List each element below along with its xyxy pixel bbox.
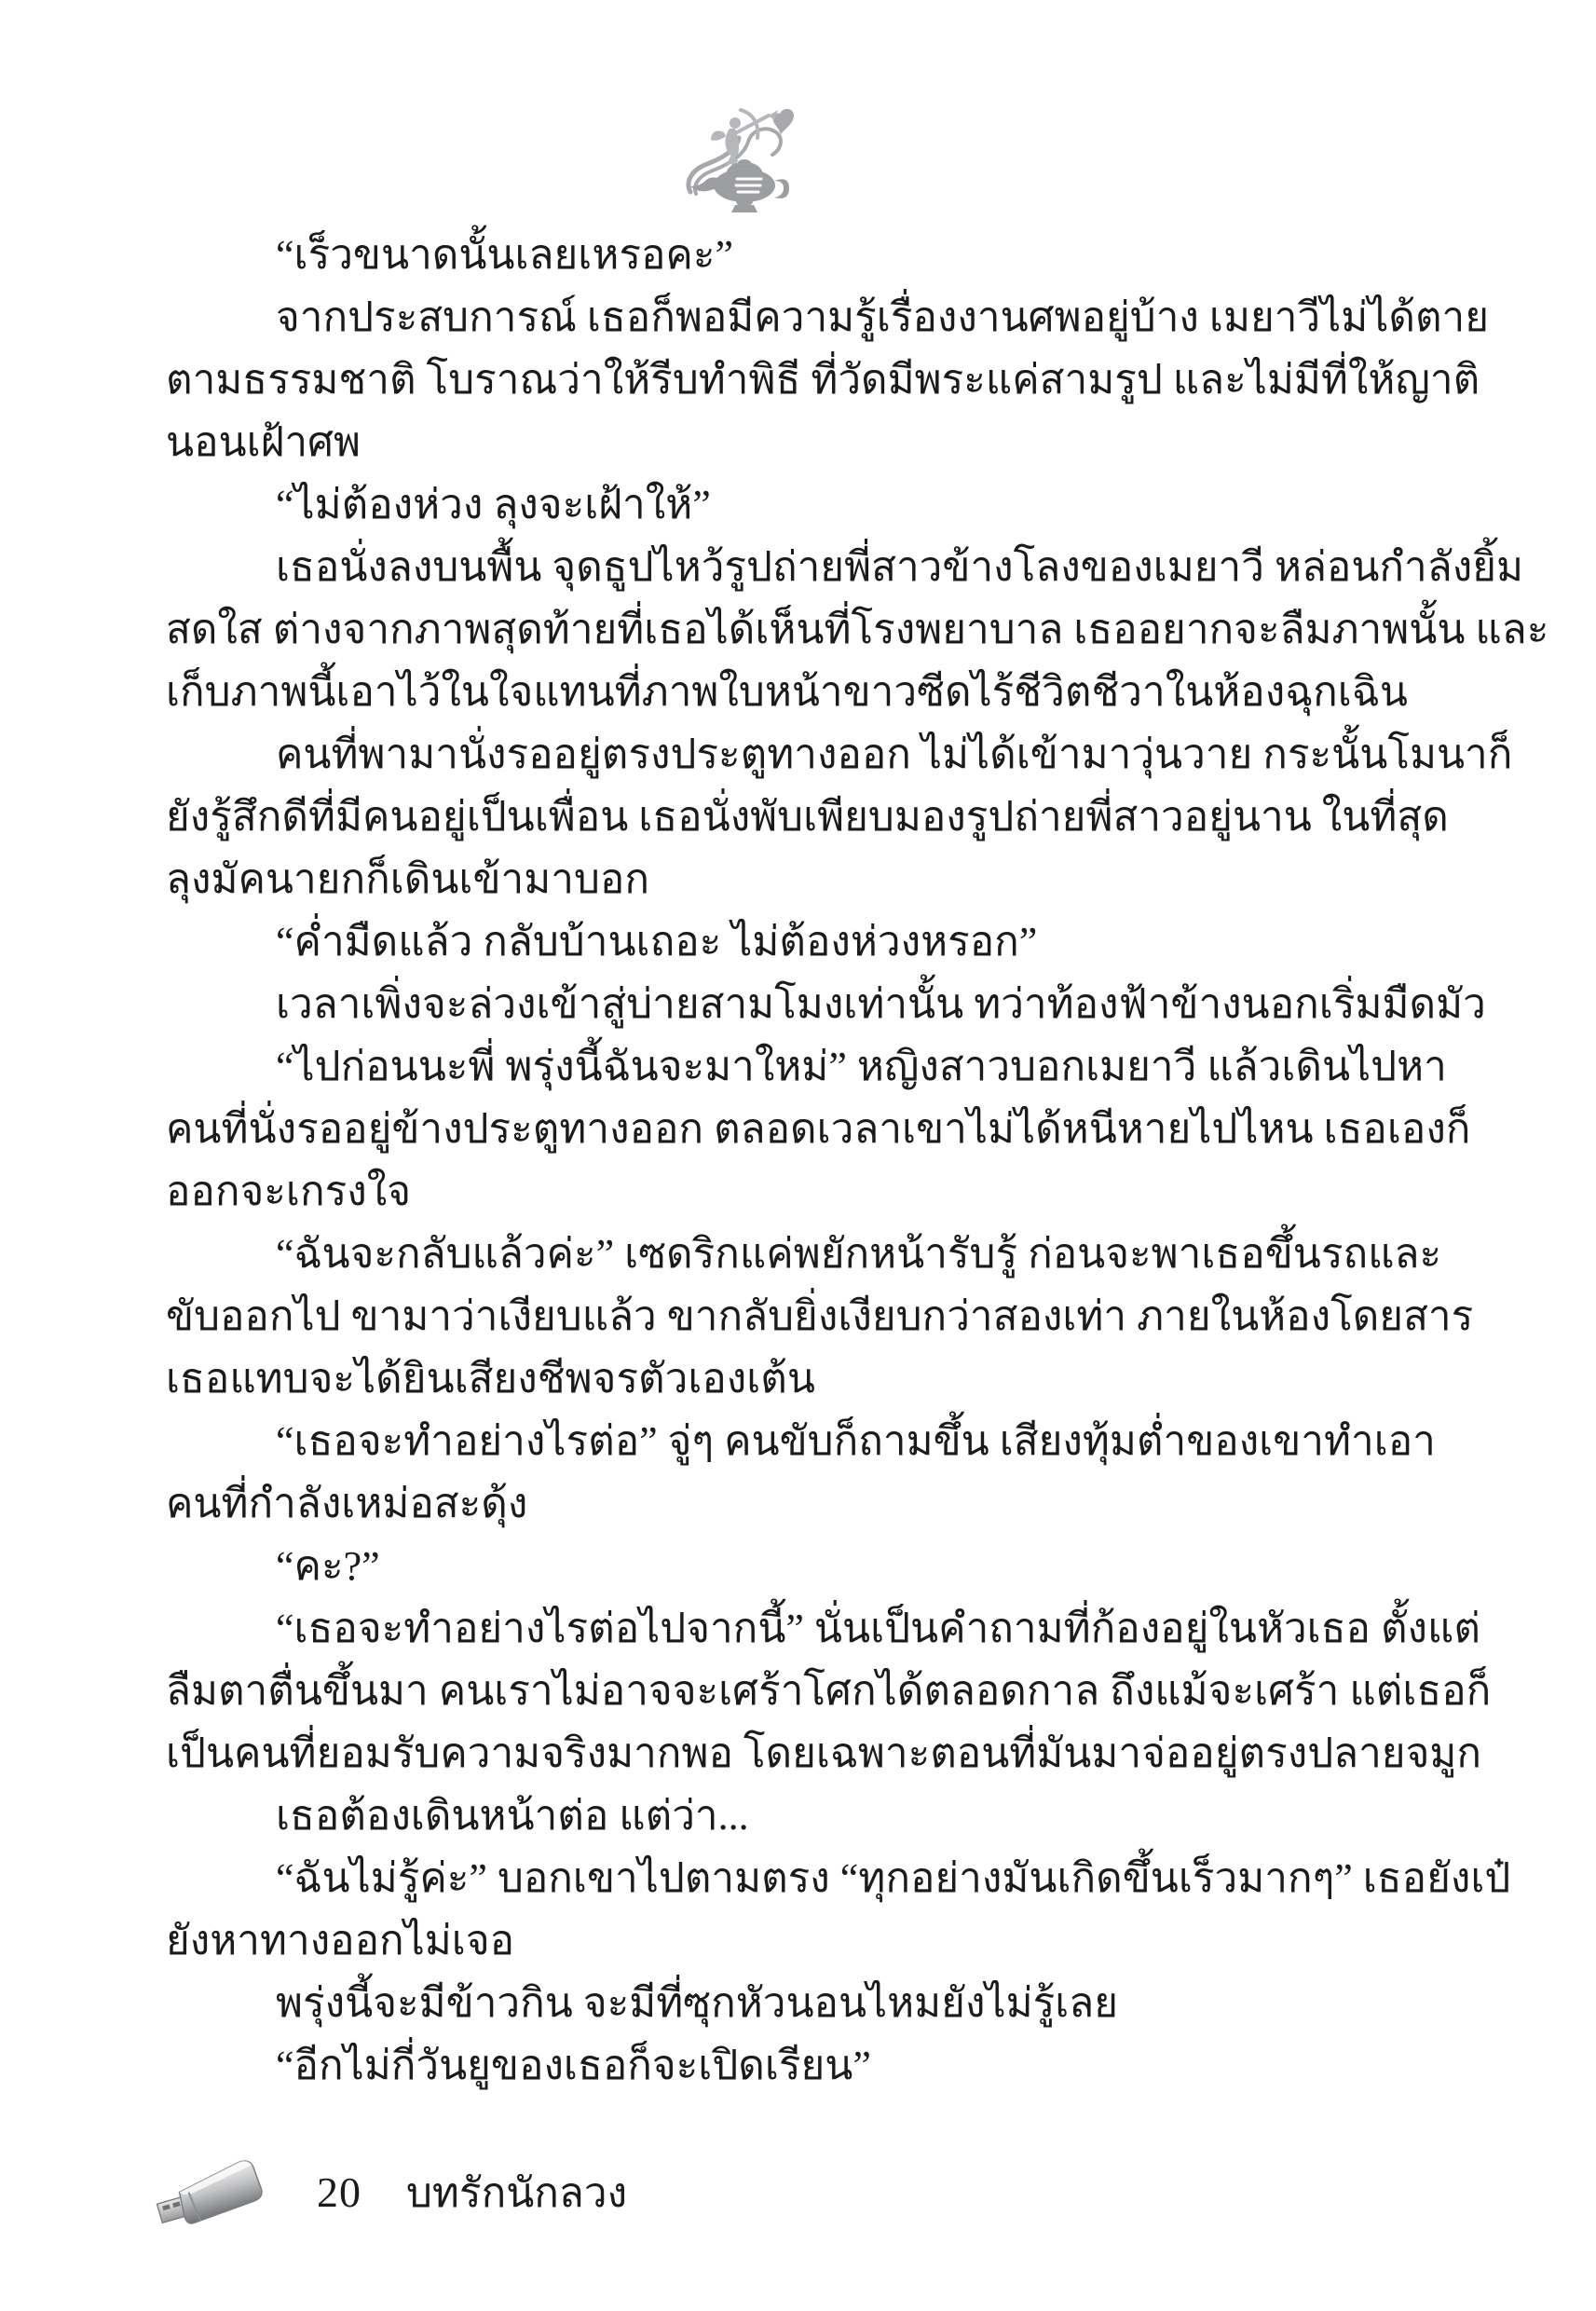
text-line: “เธอจะทำอย่างไรต่อไปจากนี้” นั่นเป็นคำถามที่ก้องอยู่ในหัวเธอ ตั้งแต่ (276, 1606, 1480, 1651)
text-line: ยังรู้สึกดีที่มีคนอยู่เป็นเพื่อน เธอนั่งพับเพียบมองรูปถ่ายพี่สาวอยู่นาน ในที่สุด (166, 794, 1449, 840)
text-line: ลืมตาตื่นขึ้นมา คนเราไม่อาจจะเศร้าโศกได้ตลอดกาล ถึงแม้จะเศร้า แต่เธอก็ (166, 1668, 1492, 1714)
page-number: 20 (317, 2168, 361, 2216)
text-line: “ไม่ต้องห่วง ลุงจะเฝ้าให้” (276, 482, 711, 527)
text-line: “เร็วขนาดนั้นเลยเหรอคะ” (276, 232, 733, 278)
genie-lamp-cupid-ornament-icon (683, 101, 810, 220)
text-line: สดใส ต่างจากภาพสุดท้ายที่เธอได้เห็นที่โรงพยาบาล เธออยากจะลืมภาพนั้น และ (166, 607, 1549, 652)
text-line: ลุงมัคนายกก็เดินเข้ามาบอก (166, 856, 649, 902)
text-line: “คะ?” (276, 1543, 380, 1589)
text-line: ขับออกไป ขามาว่าเงียบแล้ว ขากลับยิ่งเงียบกว่าสองเท่า ภายในห้องโดยสาร (166, 1293, 1474, 1339)
text-line: นอนเฝ้าศพ (166, 419, 361, 465)
text-line: คนที่พามานั่งรออยู่ตรงประตูทางออก ไม่ได้เข้ามาวุ่นวาย กระนั้นโมนาก็ (276, 732, 1513, 777)
text-line: “เธอจะทำอย่างไรต่อ” จู่ๆ คนขับก็ถามขึ้น เสียงทุ้มต่ำของเขาทำเอา (276, 1418, 1436, 1464)
page-footer (149, 2148, 627, 2236)
usb-flash-drive-icon (149, 2148, 275, 2236)
text-line: ตามธรรมชาติ โบราณว่าให้รีบทำพิธี ที่วัดมีพระแค่สามรูป และไม่มีที่ให้ญาติ (166, 357, 1480, 403)
text-line: “ไปก่อนนะพี่ พรุ่งนี้ฉันจะมาใหม่” หญิงสาวบอกเมยาวี แล้วเดินไปหา (276, 1044, 1447, 1089)
text-line: ยังหาทางออกไม่เจอ (166, 1918, 515, 1963)
text-line: เก็บภาพนี้เอาไว้ในใจแทนที่ภาพใบหน้าขาวซีดไร้ชีวิตชีวาในห้องฉุกเฉิน (166, 669, 1408, 715)
text-line: “ค่ำมืดแล้ว กลับบ้านเถอะ ไม่ต้องห่วงหรอก” (276, 919, 1038, 964)
text-line: คนที่กำลังเหม่อสะดุ้ง (166, 1481, 528, 1526)
text-line: เป็นคนที่ยอมรับความจริงมากพอ โดยเฉพาะตอนที่มันมาจ่ออยู่ตรงปลายจมูก (166, 1730, 1481, 1776)
text-line: เธอนั่งลงบนพื้น จุดธูปไหว้รูปถ่ายพี่สาวข้างโลงของเมยาวี หล่อนกำลังยิ้ม (276, 544, 1523, 590)
text-line: “ฉันจะกลับแล้วค่ะ” เซดริกแค่พยักหน้ารับรู้ ก่อนจะพาเธอขึ้นรถและ (276, 1231, 1442, 1277)
text-line: ออกจะเกรงใจ (166, 1169, 411, 1214)
body-text (166, 224, 1549, 2097)
text-line: “ฉันไม่รู้ค่ะ” บอกเขาไปตามตรง “ทุกอย่างมันเกิดขึ้นเร็วมากๆ” เธอยังเป๋ (276, 1855, 1511, 1901)
text-line: “อีกไม่กี่วันยูของเธอก็จะเปิดเรียน” (276, 2043, 871, 2088)
text-line: เวลาเพิ่งจะล่วงเข้าสู่บ่ายสามโมงเท่านั้น ทว่าท้องฟ้าข้างนอกเริ่มมืดมัว (276, 981, 1486, 1027)
text-line: เธอต้องเดินหน้าต่อ แต่ว่า... (276, 1793, 749, 1839)
text-line: เธอแทบจะได้ยินเสียงชีพจรตัวเองเต้น (166, 1356, 815, 1402)
book-title: บทรักนักลวง (406, 2169, 628, 2216)
text-line: พรุ่งนี้จะมีข้าวกิน จะมีที่ซุกหัวนอนไหมยังไม่รู้เลย (276, 1980, 1118, 2026)
text-line: จากประสบการณ์ เธอก็พอมีความรู้เรื่องงานศพอยู่บ้าง เมยาวีไม่ได้ตาย (276, 294, 1490, 340)
text-line: คนที่นั่งรออยู่ข้างประตูทางออก ตลอดเวลาเขาไม่ได้หนีหายไปไหน เธอเองก็ (166, 1106, 1471, 1152)
